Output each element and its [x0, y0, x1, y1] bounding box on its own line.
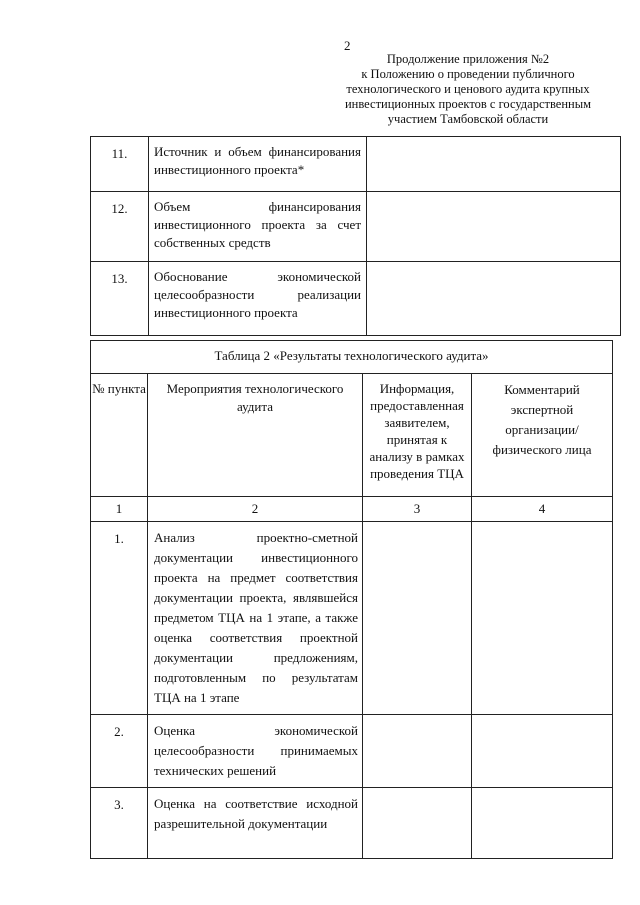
- header-expert-comment: Комментарий экспертной организации/физического лица: [472, 374, 613, 497]
- column-numbers-row: [91, 497, 613, 522]
- header-line: участием Тамбовской области: [387, 112, 549, 126]
- row-number: 13.: [91, 262, 149, 336]
- table-row: [91, 522, 613, 715]
- header-line: к Положению о проведении публичного: [361, 67, 575, 81]
- row-activity: Оценка на соответствие исходной разрешительной документации: [148, 788, 363, 859]
- table-row: [91, 788, 613, 859]
- row-number: 2.: [91, 715, 148, 788]
- column-number: 4: [472, 497, 613, 522]
- row-info-cell: [363, 715, 472, 788]
- row-info-cell: [363, 788, 472, 859]
- table-header-row: [91, 374, 613, 497]
- header-line: технологического и ценового аудита крупных: [346, 82, 590, 96]
- row-label: Обоснование экономической целесообразности реализации инвестиционного проекта: [149, 262, 367, 336]
- table-row: [91, 262, 621, 336]
- row-info-cell: [363, 522, 472, 715]
- column-number: 3: [363, 497, 472, 522]
- row-comment-cell: [472, 715, 613, 788]
- row-value: [367, 192, 621, 262]
- header-item-number: № пункта: [91, 374, 148, 497]
- header-activities: Мероприятия технологического аудита: [148, 374, 363, 497]
- column-number: 1: [91, 497, 148, 522]
- row-number: 11.: [91, 137, 149, 192]
- page-number: 2: [344, 38, 351, 53]
- row-label: Источник и объем финансирования инвестиционного проекта*: [149, 137, 367, 192]
- tech-audit-results-table: [90, 340, 613, 859]
- row-number: 1.: [91, 522, 148, 715]
- table-row: [91, 715, 613, 788]
- row-number: 3.: [91, 788, 148, 859]
- project-info-table: [90, 136, 621, 336]
- row-value: [367, 262, 621, 336]
- row-comment-cell: [472, 522, 613, 715]
- table-title-row: [91, 341, 613, 374]
- appendix-header: [318, 52, 618, 127]
- table-row: [91, 137, 621, 192]
- header-line: Продолжение приложения №2: [386, 52, 550, 66]
- header-line: инвестиционных проектов с государственным: [344, 97, 592, 111]
- row-number: 12.: [91, 192, 149, 262]
- row-comment-cell: [472, 788, 613, 859]
- column-number: 2: [148, 497, 363, 522]
- row-value: [367, 137, 621, 192]
- row-label: Объем финансирования инвестиционного проекта за счет собственных средств: [149, 192, 367, 262]
- table-title: Таблица 2 «Результаты технологического аудита»: [91, 341, 613, 374]
- table-row: [91, 192, 621, 262]
- row-activity: Оценка экономической целесообразности принимаемых технических решений: [148, 715, 363, 788]
- header-applicant-info: Информация, предоставленная заявителем, принятая к анализу в рамках проведения ТЦА: [363, 374, 472, 497]
- row-activity: Анализ проектно-сметной документации инвестиционного проекта на предмет соответствия документации проекта, являвшейся предметом ТЦА на 1 этапе, а также оценка соответствия проектной документации предложениям, подготовленным по результатам ТЦА на 1 этапе: [148, 522, 363, 715]
